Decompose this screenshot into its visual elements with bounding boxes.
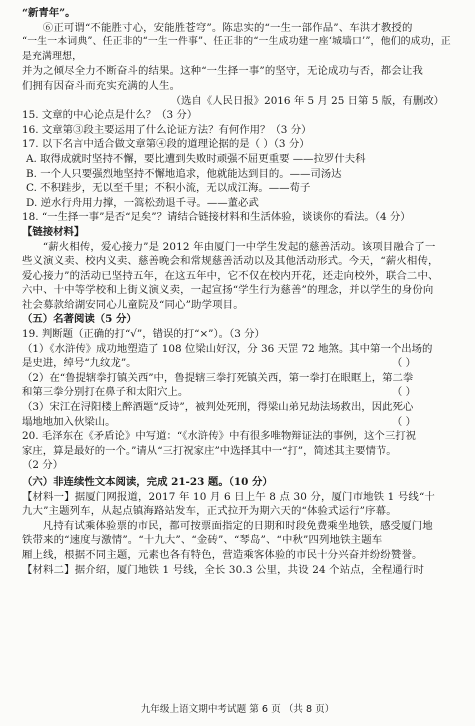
text-line: 社会募款给湖安同心儿童院及“同心”助学项目。 xyxy=(22,298,244,311)
text-line: 和第三拳分别打在鼻子和太阳穴上。 xyxy=(22,386,189,399)
option-a: A. 取得成就时坚持不懈，要比遭到失败时顽强不屈更重要 ——拉罗什夫科 xyxy=(26,152,366,165)
text-line: 家庄，算是最好的一个。”请从“三打祝家庄”中选择其中一“打”，简述其主要情节。 xyxy=(22,444,397,457)
text-line: 并为之倾尽全力不断奋斗的结果。这种“一生择一事”的坚守，无论成功与否，都会让我 xyxy=(22,65,423,78)
judgement-row xyxy=(22,385,454,400)
question-17: 17. 以下名言中适合做文章第④段的道理论据的是（ ）（3 分） xyxy=(22,138,310,151)
question-15: 15. 文章的中心论点是什么？（3 分） xyxy=(22,109,198,122)
answer-parens: （ ） xyxy=(391,415,416,428)
text-line: ⑥正可谓“不能胜寸心，安能胜苍穹”。陈忠实的“一生一部作品”、车洪才教授的 xyxy=(42,21,413,34)
material-2: 【材料二】据介绍，厦门地铁 1 号线，全长 30.3 公里，共设 24 个站点，全程通行时 xyxy=(22,563,425,576)
text-line: （3）宋江在浔阳楼上醉酒题“反诗”，被判处死刑，得梁山弟兄劫法场救出，因此死心 xyxy=(22,401,414,414)
text-line: （2）在“鲁提辖拳打镇关西”中，鲁提辖三拳打死镇关西，第一拳打在眼眶上，第二拳 xyxy=(22,371,414,384)
text-line: 爱心接力”的活动已坚持五年，在这五年中，它不仅在校内开花，还走向校外，联合二中、 xyxy=(22,269,439,282)
text-line: 铁带来的“速度与激情”。“十九大”、“金砖”、“琴岛”、“中秋”四列地铁主题车 xyxy=(22,534,383,547)
option-d: D. 逆水行舟用力撑，一篙松劲退千寻。——董必武 xyxy=(26,196,259,209)
answer-parens: （ ） xyxy=(391,357,416,370)
question-18: 18. “一生择一事”是否“足矣”？请结合链接材料和生活体验，谈谈你的看法。（4 分） xyxy=(22,211,411,224)
question-19: 19. 判断题（正确的打“√”，错误的打“×”）。（3 分） xyxy=(22,328,265,341)
option-b: B. 一个人只要强烈地坚持不懈地追求，他就能达到目的。——司汤达 xyxy=(26,167,342,180)
text-line: （2 分） xyxy=(22,459,64,472)
judgement-row xyxy=(22,356,454,371)
question-20: 20. 毛泽东在《矛盾论》中写道：“《水浒传》中有很多唯物辩证法的事例，这个三打祝 xyxy=(22,430,416,443)
link-material-heading: 【链接材料】 xyxy=(22,225,85,238)
text-line: “新青年”。 xyxy=(22,7,76,19)
exam-page xyxy=(22,6,454,577)
text-line: 塌地地加入伙梁山。 xyxy=(22,415,116,428)
text-line: 六中、十中等学校和上街义演义卖，一起宣扬“学生行为慈善”的理念，并以学生的身份向 xyxy=(22,284,434,297)
text-line: （1）《水浒传》成功地塑造了 108 位梁山好汉，分 36 天罡 72 地煞。其中第一个出场的 xyxy=(22,342,433,355)
judgement-row xyxy=(22,415,454,430)
material-1: 【材料一】据厦门网报道，2017 年 10 月 6 日上午 8 点 30 分，厦门市地铁 1 号线“十 xyxy=(22,490,435,503)
page-footer: 九年级上语文期中考试题 第 6 页 （共 8 页） xyxy=(140,704,335,715)
question-16: 16. 文章第③段主要运用了什么论证方法？有何作用？（3 分） xyxy=(22,123,312,136)
section-5-heading: （五）名著阅读（5 分） xyxy=(22,313,137,326)
text-line: 是史进，绰号“九纹龙”。 xyxy=(22,357,137,370)
text-line: 们拥有因奋斗而充实充满的人生。 xyxy=(22,79,181,92)
option-c: C. 不积跬步，无以至千里；不积小流，无以成江海。——荀子 xyxy=(26,182,311,195)
text-line: “一生一本词典”、任正非的“一生一件事”、任正非的“一生成功建一座‘城墙口’”，他们的成功，正是充满理想， xyxy=(22,36,451,62)
text-line: 些义演义卖、校内义卖、慈善晚会和常规慈善活动以及其他活动形式。今天，“薪火相传， xyxy=(22,255,439,268)
source-citation: （选自《人民日报》2016 年 5 月 25 日第 5 版，有删改） xyxy=(170,94,444,107)
text-line: 凡持有试乘体验票的市民，都可按票面指定的日期和时段免费乘坐地铁，感受厦门地 xyxy=(42,519,433,532)
section-6-heading: （六）非连续性文本阅读，完成 21-23 题。（10 分） xyxy=(22,476,273,488)
text-line: 九大”主题列车，从起点镇海路站发车，正式拉开为期六天的“体验式运行”序幕。 xyxy=(22,505,397,518)
text-line: 厢上线，根据不同主题，元素也各有特色，营造乘客体验的市民十分兴奋并纷纷赞誉。 xyxy=(22,548,423,561)
text-line: “薪火相传，爱心接力”是 2012 年由厦门一中学生发起的慈善活动。该项目融合了一 xyxy=(42,240,436,253)
answer-parens: （ ） xyxy=(391,386,416,399)
